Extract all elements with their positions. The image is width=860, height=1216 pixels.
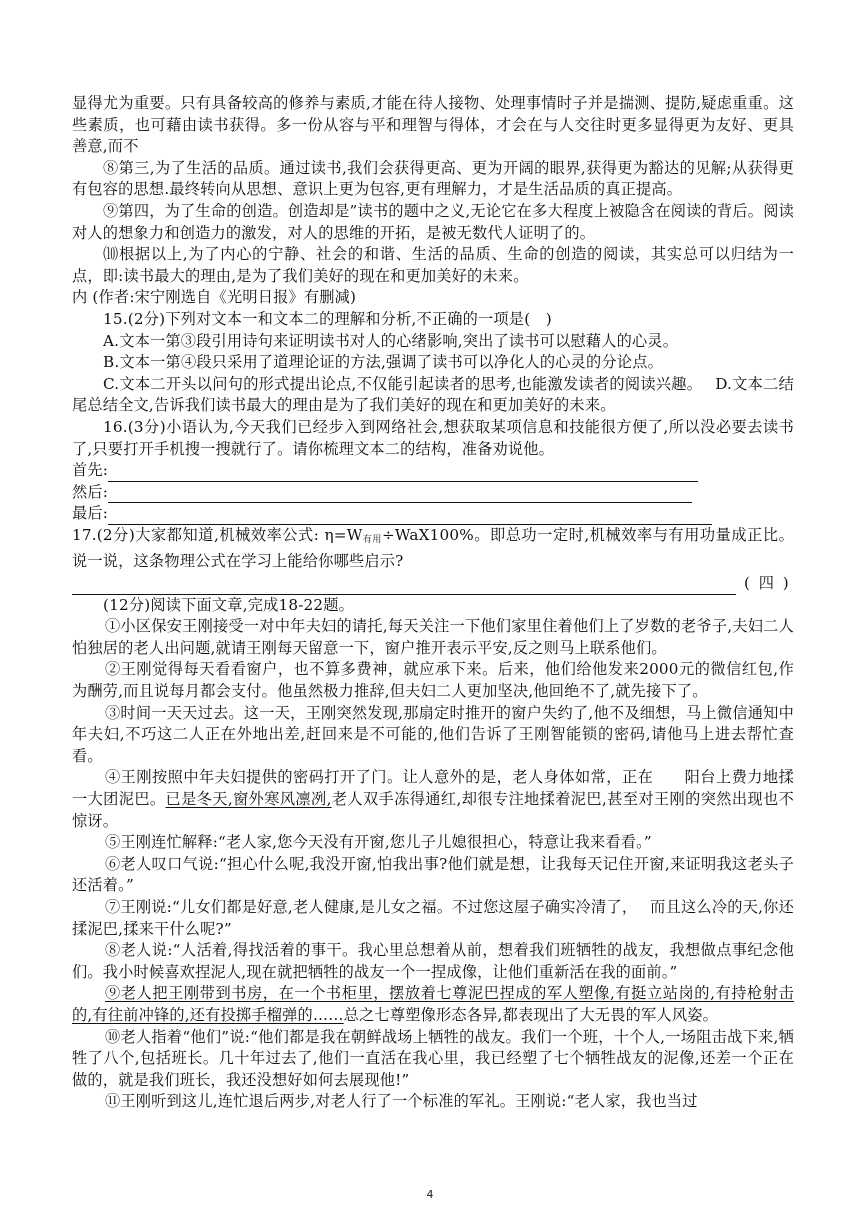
answer-line-17 [72, 573, 794, 595]
section-marker: ( 四 ) [744, 574, 791, 593]
text3-paragraph-3: ③时间一天天过去。这一天，王刚突然发现,那扇定时推开的窗户失约了,他不及细想，马上微信通知中年夫妇,不巧这二人正在外地出差,赶回来是不可能的,他们告诉了王刚智能锁的密码,请他马上进去帮忙查看。 [72, 703, 794, 765]
answer-line-last [72, 503, 794, 525]
text2-paragraph-9: ⑨第四，为了生命的创造。创造却是”读书的题中之义,无论它在多大程度上被隐含在阅读的背后。阅读对人的想象力和创造力的激发，对人的思维的开拓，是被无数代人证明了的。 [72, 201, 794, 242]
question-17-text-b: ÷WaX100%。即总功一定时,机械效率与有用功量成正比。说一说，这条物理公式在学习上能给你哪些启示? [72, 525, 794, 571]
text3-paragraph-2: ②王刚觉得每天看看窗户，也不算多费神，就应承下来。后来，他们给他发来2000元的微信红包,作为酬劳,而且说每月都会支付。他虽然极力推辞,但夫妇二人更加坚决,他回绝不了,就先接下了。 [72, 660, 794, 701]
text3-paragraph-10: ⑩老人指着“他们”说:“他们都是我在朝鲜战场上牺牲的战友。我们一个班，十个人,一场阻击战下来,牺牲了八个,包括班长。几十年过去了,他们一直活在我心里，我已经塑了七个牺牲战友的泥像,还差一个正在做的，就是我们班长，我还没想好如何去展现他!” [72, 1027, 794, 1089]
question-17-stem [72, 525, 794, 573]
answer-line-first [72, 460, 794, 482]
answer-blank-then[interactable] [108, 488, 692, 503]
answer-blank-first[interactable] [108, 467, 698, 482]
text2-paragraph-10: ⑽根据以上,为了内心的宁静、社会的和谐、生活的品质、生命的创造的阅读，其实总可以归结为一点，即:读书最大的理由,是为了我们美好的现在和更加美好的未来。 [72, 245, 794, 285]
answer-label-first: 首先: [72, 461, 109, 480]
question-15-stem: 15.(2分)下列对文本一和文本二的理解和分析,不正确的一项是( ) [103, 309, 552, 328]
answer-line-then [72, 482, 794, 504]
text3-paragraph-4 [72, 767, 794, 832]
answer-label-last: 最后: [72, 504, 109, 523]
text3-paragraph-6: ⑥老人叹口气说:“担心什么呢,我没开窗,怕我出事?他们就是想，让我每天记住开窗,来证明我这老头子还活着。” [72, 854, 794, 895]
question-17-text-a: 17.(2分)大家都知道,机械效率公式: η=W [72, 525, 363, 544]
question-15-option-a: A.文本一第③段引用诗句来证明读书对人的心绪影响,突出了读书可以慰藉人的心灵。 [103, 331, 679, 350]
text3-intro: (12分)阅读下面文章,完成18-22题。 [103, 595, 355, 614]
page-number: 4 [426, 1188, 434, 1201]
answer-label-then: 然后: [72, 482, 109, 501]
text3-paragraph-1: ①小区保安王刚接受一对中年夫妇的请托,每天关注一下他们家里住着他们上了岁数的老爷子,夫妇二人怕独居的老人出问题,就请王刚每天留意一下，窗户推开表示平安,反之则马上联系他们。 [72, 617, 794, 657]
text2-paragraph-8: ⑧第三,为了生活的品质。通过读书,我们会获得更高、更为开阔的眼界,获得更为豁达的见解;从获得更有包容的思想.最终转向从思想、意识上更为包容,更有理解力，才是生活品质的真正提高。 [72, 158, 794, 199]
text3-paragraph-9-underlined: ⑨老人把王刚带到书房，在一个书柜里，摆放着七尊泥巴捏成的军人塑像,有挺立站岗的,有持枪射击的,有往前冲锋的,还有投掷手榴弹的…… [72, 984, 794, 1024]
text3-paragraph-9 [72, 983, 794, 1026]
text2-paragraph-7-tail: 显得尤为重要。只有具备较高的修养与素质,才能在待人接物、处理事情时子并是揣测、提防,疑虑重重。这些素质，也可藉由读书获得。多一份从容与平和理智与得体，才会在与人交往时更多显得更为友好、更具善意,而不 [72, 94, 794, 156]
question-15-option-b: B.文本一第④段只采用了道理论证的方法,强调了读书可以净化人的心灵的分论点。 [103, 353, 663, 372]
question-16-stem: 16.(3分)小语认为,今天我们已经步入到网络社会,想获取某项信息和技能很方便了,所以没必要去读书了,只要打开手机搜一搜就行了。请你梳理文本二的结构，准备劝说他。 [72, 417, 794, 458]
page-content [72, 93, 794, 1113]
question-17-subscript: 有用 [362, 534, 382, 545]
text3-paragraph-7: ⑦王刚说:“儿女们都是好意,老人健康,是儿女之福。不过您这屋子确实冷清了， 而且这么冷的天,你还揉泥巴,揉来干什么呢?” [72, 897, 794, 938]
text3-paragraph-4-underlined: 已是冬天,窗外寒风凛冽, [165, 790, 332, 808]
text3-paragraph-4-a: ④王刚按照中年夫妇提供的密码打开了门。让人意外的是，老人身体如常，正在 阳台上费力地揉一大团泥巴。 [72, 768, 794, 808]
text3-paragraph-8: ⑧老人说:“人活着,得找活着的事干。我心里总想着从前，想着我们班牺牲的战友，我想做点事纪念他们。我小时候喜欢捏泥人,现在就把牺牲的战友一个一捏成像，让他们重新活在我的面前。” [72, 941, 794, 981]
text3-paragraph-11: ⑪王刚听到这儿,连忙退后两步,对老人行了一个标准的军礼。王刚说:“老人家，我也当过 [105, 1092, 698, 1111]
text3-paragraph-5: ⑤王刚连忙解释:“老人家,您今天没有开窗,您儿子儿媳很担心，特意让我来看看。” [105, 833, 652, 852]
text2-source: 内 (作者:宋宁刚选自《光明日报》有删减) [72, 288, 357, 307]
answer-blank-17[interactable] [72, 580, 736, 595]
text3-paragraph-4-b: 老人双手冻得通红,却很专注地揉着泥巴,甚至对王刚的突然出现也不惊讶。 [72, 790, 794, 830]
answer-blank-last[interactable] [108, 510, 712, 525]
text3-paragraph-9-b: 总之七尊塑像形态各异,都表现出了大无畏的军人风姿。 [343, 1005, 718, 1024]
question-15-option-c-d: C.文本二开头以问句的形式提出论点,不仅能引起读者的思考,也能激发读者的阅读兴趣。 D.文本二结尾总结全文,告诉我们读书最大的理由是为了我们美好的现在和更加美好的未来。 [72, 374, 794, 415]
